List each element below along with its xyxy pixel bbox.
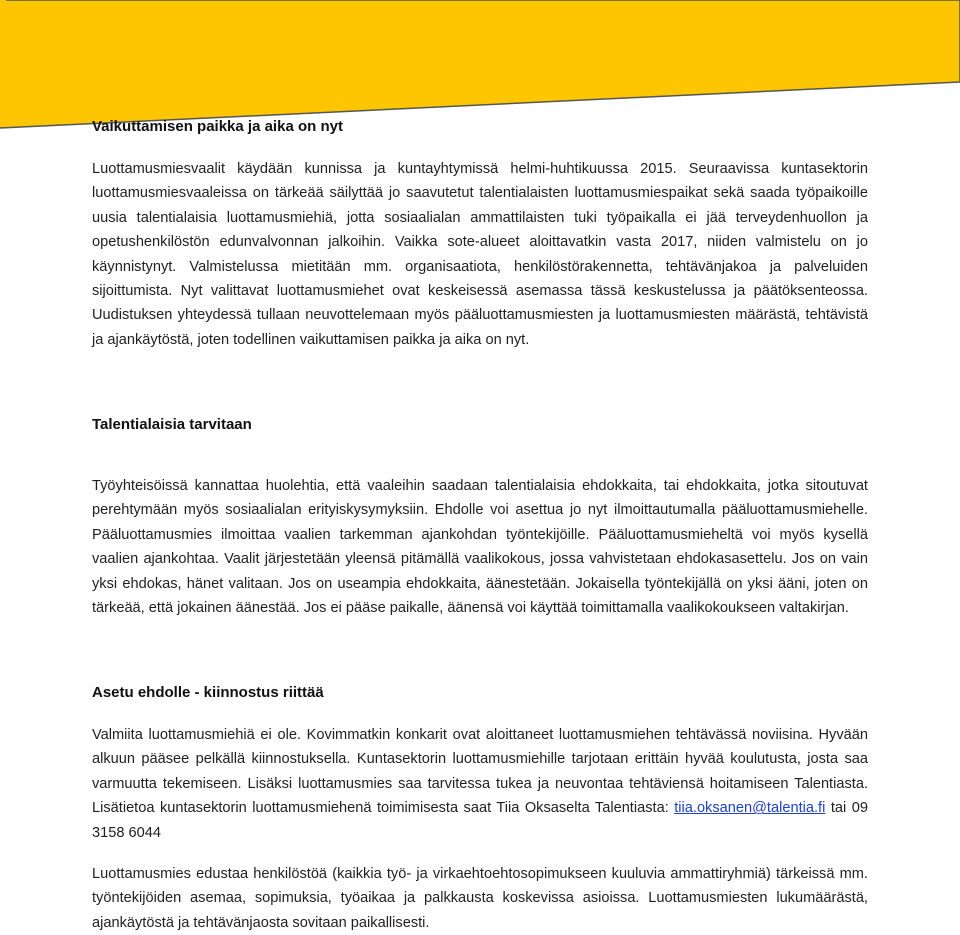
heading-asetu-ehdolle: Asetu ehdolle - kiinnostus riittää: [92, 684, 324, 701]
banner-left-edge: [0, 0, 6, 127]
phone-text: tai 09 3158 6044: [92, 800, 868, 841]
paragraph-talentialaisia-tarvitaan: Työyhteisöissä kannattaa huolehtia, että vaaleihin saadaan talentialaisia ehdokkaita, tai ehdokkaita, jotka sitoutuvat perehtymään myös sosiaalialan erityiskysymyksiin. Ehdolle voi asettua jo nyt ilmoittautumalla pääluottamusmiehelle. Pääluottamusmies ilmoittaa vaalien tarkemman ajankohdan työntekijöille. Pääluottamusmieheltä voi myös kysellä vaalien ajankohtaa. Vaalit järjestetään yleensä pitämällä vaalikokous, jossa vahvistetaan ehdokasasettelu. Jos on vain yksi ehdokas, hänet valitaan. Jos on useampia ehdokkaita, äänestetään. Jokaisella työntekijällä on yksi ääni, joten on tärkeää, että jokainen äänestää. Jos ei pääse paikalle, äänensä voi käyttää toimittamalla vaalikokoukseen valtakirjan.: [92, 478, 868, 617]
paragraph-asetu-ehdolle: [92, 723, 868, 845]
paragraph-luottamusmies-edustaa: Luottamusmies edustaa henkilöstöä (kaikkia työ- ja virkaehtoehtosopimukseen kuuluvia ammattiryhmiä) tärkeissä mm. työntekijöiden asemaa, sopimuksia, työaikaa ja palkkausta koskevissa asioissa. Luottamusmiesten lukumäärästä, ajankäytöstä ja tehtävänjaosta sovitaan paikallisesti.: [92, 866, 868, 931]
paragraph-asetu-ehdolle-text: Valmiita luottamusmiehiä ei ole. Kovimmatkin konkarit ovat aloittaneet luottamusmiehen tehtävässä noviisina. Hyvään alkuun pääsee pelkällä kiinnostuksella. Kuntasektorin luottamusmiehille tarjotaan erittäin hyvää koulutusta, josta saa varmuutta tekemiseen. Lisäksi luottamusmies saa tarvitessa tukea ja neuvontaa tehtäviensä hoitamiseen Talentiasta. Lisätietoa kuntasektorin luottamusmiehenä toimimisesta saat Tiia Oksaselta Talentiasta:: [92, 727, 868, 817]
heading-vaikuttamisen-paikka: Vaikuttamisen paikka ja aika on nyt: [92, 118, 343, 135]
paragraph-vaikuttamisen-paikka: Luottamusmiesvaalit käydään kunnissa ja kuntayhtymissä helmi-huhtikuussa 2015. Seuraavissa kuntasektorin luottamusmiesvaaleissa on tärkeää säilyttää jo saavutetut talentialaisten luottamusmiespaikat sekä saada työpaikoille uusia talentialaisia luottamusmiehiä, jotta sosiaalialan ammattilaisten tuki työpaikalla ei jää terveydenhuollon ja opetushenkilöstön edunvalvonnan jalkoihin. Vaikka sote-alueet aloittavatkin vasta 2017, niiden valmistelu on jo käynnistynyt. Valmistelussa mietitään mm. organisaatiota, henkilöstörakennetta, tehtävänjakoa ja palveluiden sijoittumista. Nyt valittavat luottamusmiehet ovat keskeisessä asemassa tässä keskustelussa ja päätöksenteossa. Uudistuksen yhteydessä tullaan neuvottelemaan myös pääluottamusmiesten ja luottamusmiesten määrästä, tehtävistä ja ajankäytöstä, joten todellinen vaikuttamisen paikka ja aika on nyt.: [92, 161, 868, 348]
email-link[interactable]: tiia.oksanen@talentia.fi: [674, 800, 826, 817]
banner-yellow-shape: [0, 0, 960, 128]
heading-talentialaisia-tarvitaan: Talentialaisia tarvitaan: [92, 416, 252, 433]
